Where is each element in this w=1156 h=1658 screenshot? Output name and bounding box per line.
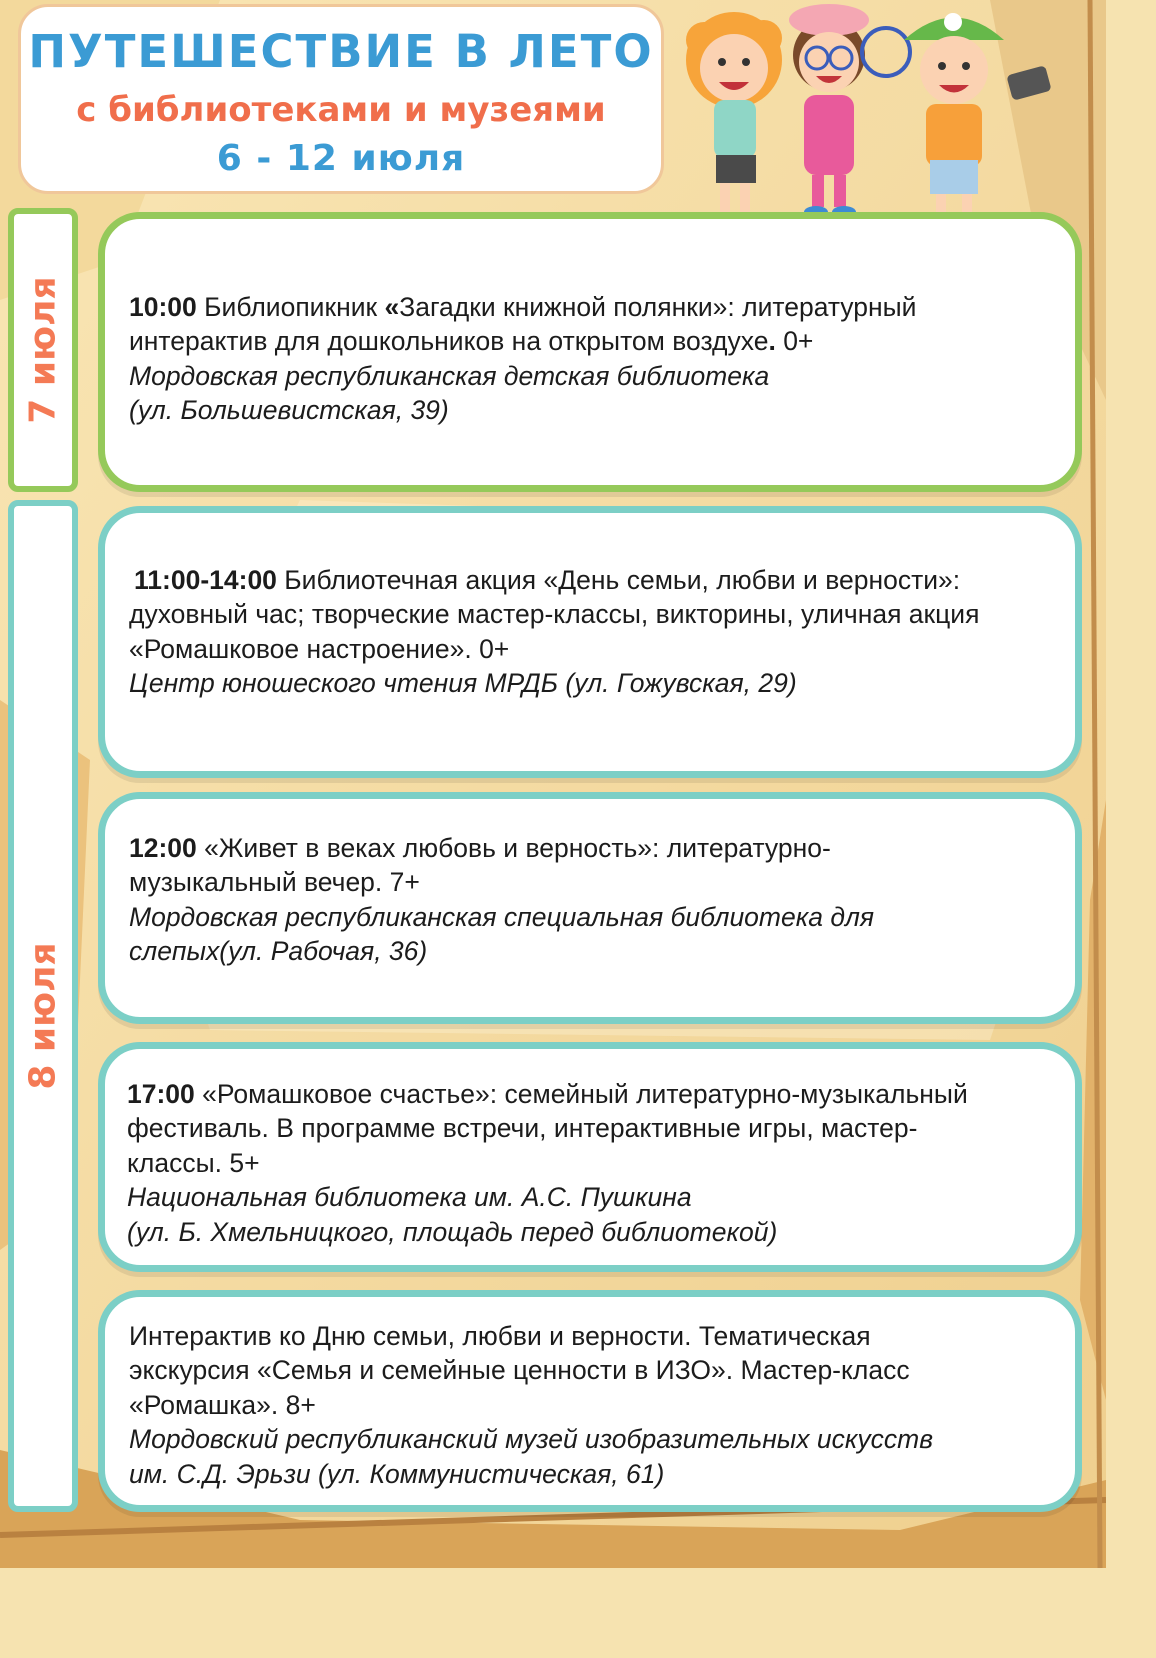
event-time: 12:00 (129, 833, 197, 863)
kid-middle-figure (789, 4, 910, 218)
day-tab-8-july (8, 500, 78, 1512)
event-text: Библиотечная акция «День семьи, любви и верности»: (276, 565, 961, 595)
header-banner (18, 4, 664, 194)
kid-right-figure (904, 13, 1052, 224)
kid-left-figure (686, 12, 782, 224)
event-text: . (768, 326, 776, 357)
event-text: фестиваль. В программе встречи, интерактивные игры, мастер- (127, 1113, 918, 1144)
page-title: ПУТЕШЕСТВИЕ В ЛЕТО (28, 25, 654, 78)
event-place: Мордовская республиканская специальная библиотека для (129, 901, 875, 932)
event-text: музыкальный вечер. 7+ (129, 867, 420, 898)
event-address: им. С.Д. Эрьзи (ул. Коммунистическая, 61) (129, 1458, 665, 1489)
event-address: слепых(ул. Рабочая, 36) (129, 936, 428, 967)
event-text: »: литературный (712, 292, 917, 322)
event-card (98, 1290, 1082, 1512)
event-place: Мордовская республиканская детская библиотека (129, 360, 770, 391)
event-time: 11:00-14:00 (134, 565, 277, 595)
event-age: 0+ (775, 326, 814, 357)
event-card (98, 212, 1082, 492)
day-tab-7-july (8, 208, 78, 492)
event-time: 10:00 (129, 292, 197, 322)
event-title: Загадки книжной полянки (399, 292, 713, 322)
day-label: 8 июля (22, 942, 64, 1090)
event-text: духовный час; творческие мастер-классы, викторины, уличная акция (129, 599, 980, 630)
event-text: интерактив для дошкольников на открытом воздухе (129, 326, 769, 357)
event-text: экскурсия «Семья и семейные ценности в ИЗО». Мастер-класс (129, 1355, 910, 1386)
event-text: Интерактив ко Дню семьи, любви и верности. Тематическая (129, 1321, 871, 1351)
kids-illustration (664, 0, 1084, 230)
event-place: Центр юношеского чтения МРДБ (ул. Гожувская, 29) (129, 668, 797, 699)
event-card (98, 1042, 1082, 1272)
day-label: 7 июля (22, 276, 64, 424)
event-address: (ул. Б. Хмельницкого, площадь перед библиотекой) (127, 1216, 778, 1247)
event-text: «Ромашка». 8+ (129, 1389, 316, 1420)
event-card (98, 792, 1082, 1024)
event-text: «Ромашковое настроение». 0+ (129, 633, 510, 664)
page-subtitle: с библиотеками и музеями (76, 90, 606, 130)
date-range: 6 - 12 июля (216, 138, 466, 179)
event-text: «Ромашковое счастье»: семейный литературно-музыкальный (194, 1079, 968, 1109)
event-text: Библиопикник (196, 292, 385, 322)
event-text: « (384, 292, 400, 322)
event-text: классы. 5+ (127, 1147, 260, 1178)
event-card (98, 506, 1082, 778)
event-place: Национальная библиотека им. А.С. Пушкина (127, 1182, 692, 1213)
event-address: (ул. Большевистская, 39) (129, 395, 449, 426)
event-time: 17:00 (127, 1079, 195, 1109)
event-text: «Живет в веках любовь и верность»: литературно- (196, 833, 831, 863)
event-place: Мордовский республиканский музей изобразительных искусств (129, 1424, 934, 1455)
